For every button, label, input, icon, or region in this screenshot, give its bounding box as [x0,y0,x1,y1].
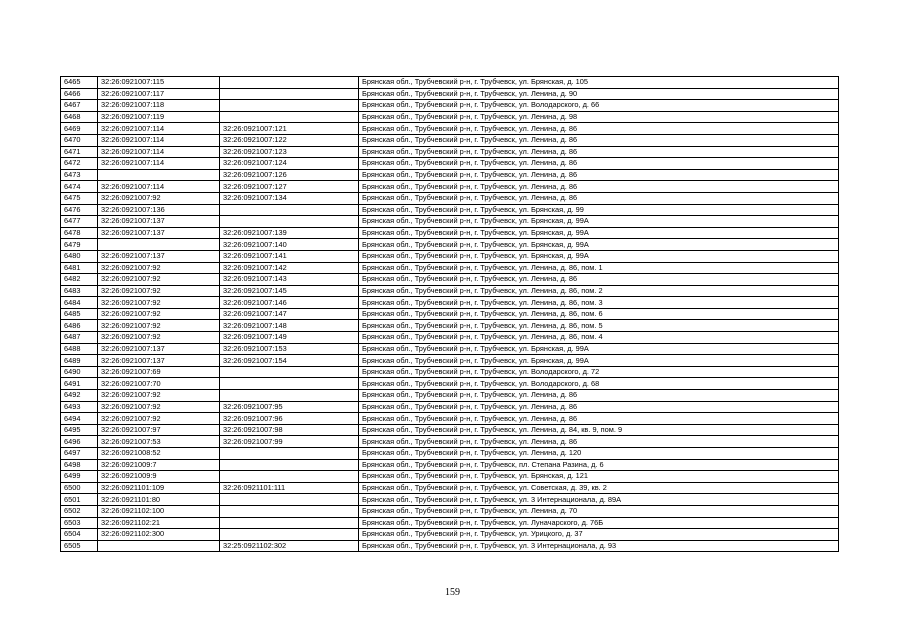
table-row [61,216,839,228]
row-number-cell: 6467 [61,100,98,112]
cadastral-number-cell: 32:26:0921007:97 [98,424,220,436]
row-number-cell: 6471 [61,146,98,158]
cadastral-number-cell: 32:26:0921007:92 [98,274,220,286]
cadastral-number-cell: 32:26:0921007:53 [98,436,220,448]
address-cell: Брянская обл., Трубчевский р-н, г. Трубчевск, ул. 3 Интернационала, д. 89А [359,494,839,506]
object-cadastral-number-cell: 32:26:0921007:148 [220,320,359,332]
cadastral-number-cell: 32:26:0921007:117 [98,88,220,100]
row-number-cell: 6475 [61,192,98,204]
object-cadastral-number-cell: 32:26:0921007:139 [220,227,359,239]
table-row [61,436,839,448]
address-cell: Брянская обл., Трубчевский р-н, г. Трубчевск, ул. Брянская, д. 99А [359,216,839,228]
address-cell: Брянская обл., Трубчевский р-н, г. Трубчевск, пл. Степана Разина, д. 6 [359,459,839,471]
address-cell: Брянская обл., Трубчевский р-н, г. Трубчевск, ул. Брянская, д. 99А [359,343,839,355]
address-cell: Брянская обл., Трубчевский р-н, г. Трубчевск, ул. Брянская, д. 121 [359,471,839,483]
object-cadastral-number-cell [220,100,359,112]
row-number-cell: 6483 [61,285,98,297]
row-number-cell: 6479 [61,239,98,251]
row-number-cell: 6496 [61,436,98,448]
table-row [61,100,839,112]
cadastral-number-cell: 32:26:0921007:92 [98,285,220,297]
row-number-cell: 6476 [61,204,98,216]
address-cell: Брянская обл., Трубчевский р-н, г. Трубчевск, ул. Ленина, д. 86, пом. 3 [359,297,839,309]
object-cadastral-number-cell: 32:26:0921007:143 [220,274,359,286]
cadastral-number-cell: 32:26:0921007:115 [98,77,220,89]
table-row [61,239,839,251]
object-cadastral-number-cell [220,471,359,483]
object-cadastral-number-cell: 32:26:0921007:99 [220,436,359,448]
table-row [61,111,839,123]
cadastral-number-cell: 32:26:0921007:114 [98,123,220,135]
address-cell: Брянская обл., Трубчевский р-н, г. Трубчевск, ул. Урицкого, д. 37 [359,529,839,541]
cadastral-number-cell: 32:26:0921007:114 [98,181,220,193]
table-row [61,262,839,274]
cadastral-number-cell: 32:26:0921007:137 [98,355,220,367]
object-cadastral-number-cell [220,505,359,517]
cadastral-number-cell: 32:26:0921007:92 [98,390,220,402]
object-cadastral-number-cell [220,204,359,216]
object-cadastral-number-cell: 32:25:0921102:302 [220,540,359,552]
object-cadastral-number-cell [220,459,359,471]
table-row [61,413,839,425]
row-number-cell: 6466 [61,88,98,100]
address-cell: Брянская обл., Трубчевский р-н, г. Трубчевск, ул. Ленина, д. 86 [359,169,839,181]
table-row [61,448,839,460]
address-cell: Брянская обл., Трубчевский р-н, г. Трубчевск, ул. Ленина, д. 86 [359,146,839,158]
table-row [61,401,839,413]
row-number-cell: 6470 [61,134,98,146]
object-cadastral-number-cell [220,77,359,89]
row-number-cell: 6489 [61,355,98,367]
object-cadastral-number-cell: 32:26:0921007:140 [220,239,359,251]
table-row [61,355,839,367]
address-cell: Брянская обл., Трубчевский р-н, г. Трубчевск, ул. Ленина, д. 86 [359,192,839,204]
object-cadastral-number-cell: 32:26:0921007:154 [220,355,359,367]
address-cell: Брянская обл., Трубчевский р-н, г. Трубчевск, ул. Ленина, д. 86, пом. 5 [359,320,839,332]
address-cell: Брянская обл., Трубчевский р-н, г. Трубчевск, ул. Брянская, д. 99А [359,239,839,251]
row-number-cell: 6497 [61,448,98,460]
cadastral-number-cell: 32:26:0921007:92 [98,192,220,204]
table-row [61,332,839,344]
object-cadastral-number-cell [220,111,359,123]
cadastral-number-cell: 32:26:0921007:114 [98,134,220,146]
object-cadastral-number-cell: 32:26:0921007:127 [220,181,359,193]
address-cell: Брянская обл., Трубчевский р-н, г. Трубчевск, ул. Володарского, д. 66 [359,100,839,112]
row-number-cell: 6500 [61,482,98,494]
object-cadastral-number-cell: 32:26:0921007:145 [220,285,359,297]
table-row [61,529,839,541]
cadastral-number-cell: 32:26:0921007:137 [98,343,220,355]
cadastral-number-cell: 32:26:0921009:7 [98,459,220,471]
address-cell: Брянская обл., Трубчевский р-н, г. Трубчевск, ул. Ленина, д. 98 [359,111,839,123]
cadastral-number-cell: 32:26:0921007:92 [98,297,220,309]
cadastral-number-cell [98,540,220,552]
object-cadastral-number-cell: 32:26:0921007:124 [220,158,359,170]
cadastral-number-cell: 32:26:0921008:52 [98,448,220,460]
cadastral-number-cell: 32:26:0921007:136 [98,204,220,216]
row-number-cell: 6469 [61,123,98,135]
address-cell: Брянская обл., Трубчевский р-н, г. Трубчевск, ул. Брянская, д. 99А [359,250,839,262]
object-cadastral-number-cell: 32:26:0921007:98 [220,424,359,436]
address-cell: Брянская обл., Трубчевский р-н, г. Трубчевск, ул. Брянская, д. 105 [359,77,839,89]
cadastral-number-cell: 32:26:0921007:137 [98,227,220,239]
address-cell: Брянская обл., Трубчевский р-н, г. Трубчевск, ул. Ленина, д. 86, пом. 2 [359,285,839,297]
row-number-cell: 6480 [61,250,98,262]
table-row [61,540,839,552]
object-cadastral-number-cell [220,378,359,390]
page-number: 159 [445,587,460,598]
row-number-cell: 6498 [61,459,98,471]
table-row [61,378,839,390]
row-number-cell: 6481 [61,262,98,274]
address-cell: Брянская обл., Трубчевский р-н, г. Трубчевск, ул. Ленина, д. 86, пом. 6 [359,308,839,320]
table-row [61,250,839,262]
cadastral-number-cell: 32:26:0921101:109 [98,482,220,494]
row-number-cell: 6484 [61,297,98,309]
address-cell: Брянская обл., Трубчевский р-н, г. Трубчевск, ул. Ленина, д. 84, кв. 9, пом. 9 [359,424,839,436]
table-row [61,123,839,135]
row-number-cell: 6499 [61,471,98,483]
cadastral-number-cell: 32:26:0921007:92 [98,320,220,332]
object-cadastral-number-cell [220,529,359,541]
object-cadastral-number-cell: 32:26:0921007:95 [220,401,359,413]
object-cadastral-number-cell: 32:26:0921007:121 [220,123,359,135]
row-number-cell: 6468 [61,111,98,123]
cadastral-number-cell: 32:26:0921007:70 [98,378,220,390]
address-cell: Брянская обл., Трубчевский р-н, г. Трубчевск, ул. Володарского, д. 68 [359,378,839,390]
object-cadastral-number-cell [220,517,359,529]
address-cell: Брянская обл., Трубчевский р-н, г. Трубчевск, ул. Ленина, д. 86 [359,134,839,146]
row-number-cell: 6473 [61,169,98,181]
table-row [61,227,839,239]
object-cadastral-number-cell: 32:26:0921101:111 [220,482,359,494]
object-cadastral-number-cell [220,494,359,506]
cadastral-number-cell: 32:26:0921007:137 [98,250,220,262]
table-row [61,88,839,100]
cadastral-number-cell: 32:26:0921007:118 [98,100,220,112]
cadastral-number-cell: 32:26:0921007:92 [98,262,220,274]
address-cell: Брянская обл., Трубчевский р-н, г. Трубчевск, ул. Брянская, д. 99А [359,355,839,367]
object-cadastral-number-cell [220,88,359,100]
table-row [61,517,839,529]
table-row [61,494,839,506]
cadastral-number-cell: 32:26:0921102:100 [98,505,220,517]
address-cell: Брянская обл., Трубчевский р-н, г. Трубчевск, ул. Брянская, д. 99 [359,204,839,216]
row-number-cell: 6501 [61,494,98,506]
address-cell: Брянская обл., Трубчевский р-н, г. Трубчевск, ул. Ленина, д. 86 [359,158,839,170]
object-cadastral-number-cell: 32:26:0921007:147 [220,308,359,320]
address-cell: Брянская обл., Трубчевский р-н, г. Трубчевск, ул. Ленина, д. 86 [359,181,839,193]
row-number-cell: 6493 [61,401,98,413]
table-row [61,482,839,494]
cadastral-number-cell: 32:26:0921007:114 [98,158,220,170]
address-cell: Брянская обл., Трубчевский р-н, г. Трубчевск, ул. Ленина, д. 120 [359,448,839,460]
cadastral-number-cell: 32:26:0921007:119 [98,111,220,123]
row-number-cell: 6494 [61,413,98,425]
row-number-cell: 6503 [61,517,98,529]
row-number-cell: 6482 [61,274,98,286]
row-number-cell: 6485 [61,308,98,320]
address-cell: Брянская обл., Трубчевский р-н, г. Трубчевск, ул. Ленина, д. 86 [359,436,839,448]
table-row [61,343,839,355]
cadastral-number-cell: 32:26:0921009:9 [98,471,220,483]
table-row [61,181,839,193]
table-row [61,471,839,483]
object-cadastral-number-cell: 32:26:0921007:149 [220,332,359,344]
table-row [61,424,839,436]
table-row [61,134,839,146]
row-number-cell: 6486 [61,320,98,332]
address-cell: Брянская обл., Трубчевский р-н, г. Трубчевск, ул. Ленина, д. 86, пом. 4 [359,332,839,344]
object-cadastral-number-cell: 32:26:0921007:123 [220,146,359,158]
object-cadastral-number-cell: 32:26:0921007:142 [220,262,359,274]
object-cadastral-number-cell: 32:26:0921007:122 [220,134,359,146]
address-cell: Брянская обл., Трубчевский р-н, г. Трубчевск, ул. Володарского, д. 72 [359,366,839,378]
table-row [61,285,839,297]
row-number-cell: 6488 [61,343,98,355]
address-cell: Брянская обл., Трубчевский р-н, г. Трубчевск, ул. Ленина, д. 90 [359,88,839,100]
row-number-cell: 6465 [61,77,98,89]
address-cell: Брянская обл., Трубчевский р-н, г. Трубчевск, ул. Советская, д. 39, кв. 2 [359,482,839,494]
property-register-table [60,76,839,552]
table-row [61,169,839,181]
row-number-cell: 6491 [61,378,98,390]
table-row [61,505,839,517]
cadastral-number-cell: 32:26:0921007:92 [98,332,220,344]
table-row [61,308,839,320]
table-row [61,192,839,204]
cadastral-number-cell: 32:26:0921102:21 [98,517,220,529]
address-cell: Брянская обл., Трубчевский р-н, г. Трубчевск, ул. Ленина, д. 86 [359,413,839,425]
table-row [61,204,839,216]
address-cell: Брянская обл., Трубчевский р-н, г. Трубчевск, ул. Ленина, д. 86 [359,390,839,402]
table-row [61,158,839,170]
object-cadastral-number-cell: 32:26:0921007:126 [220,169,359,181]
row-number-cell: 6505 [61,540,98,552]
row-number-cell: 6472 [61,158,98,170]
cadastral-number-cell [98,169,220,181]
cadastral-number-cell: 32:26:0921007:92 [98,413,220,425]
object-cadastral-number-cell: 32:26:0921007:134 [220,192,359,204]
object-cadastral-number-cell [220,390,359,402]
table-row [61,77,839,89]
address-cell: Брянская обл., Трубчевский р-н, г. Трубчевск, ул. Ленина, д. 86 [359,401,839,413]
row-number-cell: 6478 [61,227,98,239]
cadastral-number-cell: 32:26:0921102:300 [98,529,220,541]
table-row [61,390,839,402]
address-cell: Брянская обл., Трубчевский р-н, г. Трубчевск, ул. Брянская, д. 99А [359,227,839,239]
cadastral-number-cell: 32:26:0921007:92 [98,401,220,413]
cadastral-number-cell [98,239,220,251]
row-number-cell: 6490 [61,366,98,378]
row-number-cell: 6474 [61,181,98,193]
row-number-cell: 6504 [61,529,98,541]
cadastral-number-cell: 32:26:0921007:69 [98,366,220,378]
table-row [61,297,839,309]
table-body [61,77,839,552]
row-number-cell: 6492 [61,390,98,402]
object-cadastral-number-cell: 32:26:0921007:146 [220,297,359,309]
address-cell: Брянская обл., Трубчевский р-н, г. Трубчевск, ул. Ленина, д. 86, пом. 1 [359,262,839,274]
row-number-cell: 6495 [61,424,98,436]
object-cadastral-number-cell: 32:26:0921007:141 [220,250,359,262]
cadastral-number-cell: 32:26:0921101:80 [98,494,220,506]
table-row [61,274,839,286]
row-number-cell: 6487 [61,332,98,344]
object-cadastral-number-cell [220,216,359,228]
cadastral-number-cell: 32:26:0921007:137 [98,216,220,228]
address-cell: Брянская обл., Трубчевский р-н, г. Трубчевск, ул. Луначарского, д. 76Б [359,517,839,529]
table-row [61,320,839,332]
cadastral-number-cell: 32:26:0921007:92 [98,308,220,320]
object-cadastral-number-cell [220,448,359,460]
table-row [61,366,839,378]
address-cell: Брянская обл., Трубчевский р-н, г. Трубчевск, ул. Ленина, д. 86 [359,123,839,135]
cadastral-number-cell: 32:26:0921007:114 [98,146,220,158]
table-row [61,459,839,471]
row-number-cell: 6502 [61,505,98,517]
object-cadastral-number-cell: 32:26:0921007:96 [220,413,359,425]
object-cadastral-number-cell: 32:26:0921007:153 [220,343,359,355]
address-cell: Брянская обл., Трубчевский р-н, г. Трубчевск, ул. Ленина, д. 70 [359,505,839,517]
table-row [61,146,839,158]
address-cell: Брянская обл., Трубчевский р-н, г. Трубчевск, ул. Ленина, д. 86 [359,274,839,286]
address-cell: Брянская обл., Трубчевский р-н, г. Трубчевск, ул. 3 Интернационала, д. 93 [359,540,839,552]
object-cadastral-number-cell [220,366,359,378]
row-number-cell: 6477 [61,216,98,228]
